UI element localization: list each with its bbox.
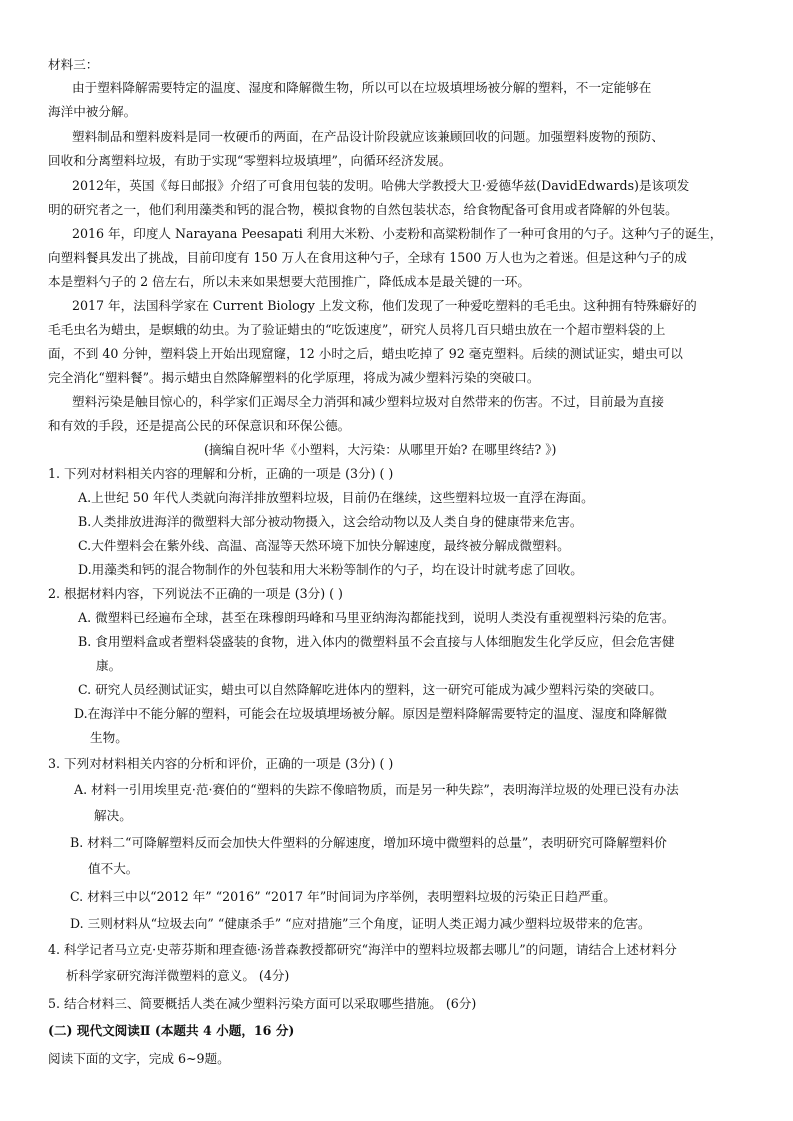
paragraph-line: 2012年，英国《每日邮报》介绍了可食用包装的发明。哈佛大学教授大卫·爱德华兹(DavidEdwards)是该项发 — [72, 178, 690, 193]
q2-option-a: A. 微塑料已经遍布全球，甚至在珠穆朗玛峰和马里亚纳海沟都能找到，说明人类没有重视塑料污染的危害。 — [78, 610, 675, 625]
paragraph-line: 塑料污染是触目惊心的，科学家们正竭尽全力消弭和减少塑料垃圾对自然带来的伤害。不过，目前最为直接 — [72, 394, 664, 409]
section-heading: (二) 现代文阅读Ⅱ (本题共 4 小题，16 分) — [48, 1023, 295, 1038]
question-2: 2. 根据材料内容，下列说法不正确的一项是 (3分) ( ) — [48, 586, 343, 601]
q2-option-b-cont: 康。 — [96, 658, 122, 673]
paragraph-line: 面，不到 40 分钟，塑料袋上开始出现窟窿，12 小时之后，蜡虫吃掉了 92 毫克塑料。后续的测试证实，蜡虫可以 — [48, 346, 683, 361]
question-3: 3. 下列对材料相关内容的分析和评价，正确的一项是 (3分) ( ) — [48, 756, 394, 771]
q2-option-b: B. 食用塑料盒或者塑料袋盛装的食物，进入体内的微塑料虽不会直接与人体细胞发生化学反应，但会危害健 — [78, 634, 675, 649]
paragraph-line: 本是塑料勺子的 2 倍左右，所以未来如果想要大范围推广，降低成本是最关键的一环。 — [48, 274, 530, 289]
q3-option-a: A. 材料一引用埃里克·范·赛伯的“塑料的失踪不像暗物质，而是另一种失踪”，表明海洋垃圾的处理已没有办法 — [74, 782, 679, 797]
q3-option-b: B. 材料二“可降解塑料反而会加快大件塑料的分解速度，增加环境中微塑料的总量”，表明研究可降解塑料价 — [70, 835, 667, 850]
paragraph-line: 完全消化“塑料餐”。揭示蜡虫自然降解塑料的化学原理，将成为减少塑料污染的突破口。 — [48, 370, 540, 385]
material-title: 材料三： — [48, 57, 99, 72]
q2-option-d: D.在海洋中不能分解的塑料，可能会在垃圾填埋场被分解。原因是塑料降解需要特定的温度、湿度和降解微 — [74, 706, 667, 721]
q1-option-d: D.用藻类和钙的混合物制作的外包装和用大米粉等制作的勺子，均在设计时就考虑了回收。 — [78, 562, 583, 577]
source-citation: (摘编自祝叶华《小塑料，大污染：从哪里开始? 在哪里终结? 》) — [204, 442, 557, 457]
q3-option-b-cont: 值不大。 — [88, 861, 139, 876]
paragraph-line: 明的研究者之一，他们利用藻类和钙的混合物，模拟食物的自然包装状态，给食物配备可食用或者降解的外包装。 — [48, 202, 678, 217]
paragraph-line: 和有效的手段，还是提高公民的环保意识和环保公德。 — [48, 418, 351, 433]
q1-option-a: A.上世纪 50 年代人类就向海洋排放塑料垃圾，目前仍在继续，这些塑料垃圾一直浮在海面。 — [78, 490, 594, 505]
paragraph-line: 海洋中被分解。 — [48, 104, 137, 119]
paragraph-line: 回收和分离塑料垃圾，有助于实现“零塑料垃圾填埋”，向循环经济发展。 — [48, 153, 452, 168]
q3-option-c: C. 材料三中以“2012 年” “2016” “2017 年”时间词为序举例，表明塑料垃圾的污染正日趋严重。 — [70, 889, 616, 904]
q3-option-d: D. 三则材料从“垃圾去向” “健康杀手” “应对措施”三个角度，证明人类正竭力减少塑料垃圾带来的危害。 — [70, 916, 651, 931]
question-1: 1. 下列对材料相关内容的理解和分析，正确的一项是 (3分) ( ) — [48, 466, 394, 481]
paragraph-line: 毛毛虫名为蜡虫，是螟蛾的幼虫。为了验证蜡虫的“吃饭速度”，研究人员将几百只蜡虫放在一个超市塑料袋的上 — [48, 322, 666, 337]
question-4-cont: 析科学家研究海洋微塑料的意义。 (4分) — [66, 968, 290, 983]
question-5: 5. 结合材料三、简要概括人类在减少塑料污染方面可以采取哪些措施。 (6分) — [48, 996, 477, 1011]
paragraph-line: 向塑料餐具发出了挑战，目前印度有 150 万人在食用这种勺子，全球有 1500 万人也为之着迷。但是这种勺子的成 — [48, 250, 687, 265]
q1-option-c: C.大件塑料会在紫外线、高温、高湿等天然环境下加快分解速度，最终被分解成微塑料。 — [78, 538, 570, 553]
paragraph-line: 2017 年，法国科学家在 Current Biology 上发文称，他们发现了一种爱吃塑料的毛毛虫。这种拥有特殊癖好的 — [72, 298, 697, 313]
reading-instruction: 阅读下面的文字，完成 6~9题。 — [48, 1051, 230, 1066]
paragraph-line: 由于塑料降解需要特定的温度、湿度和降解微生物，所以可以在垃圾填埋场被分解的塑料，不一定能够在 — [72, 80, 652, 95]
q2-option-d-cont: 生物。 — [90, 730, 128, 745]
paragraph-line: 2016 年，印度人 Narayana Peesapati 利用大米粉、小麦粉和高粱粉制作了一种可食用的勺子。这种勺子的诞生， — [72, 226, 723, 241]
paragraph-line: 塑料制品和塑料废料是同一枚硬币的两面，在产品设计阶段就应该兼顾回收的问题。加强塑料废物的预防、 — [72, 129, 664, 144]
q2-option-c: C. 研究人员经测试证实，蜡虫可以自然降解吃进体内的塑料，这一研究可能成为减少塑料污染的突破口。 — [78, 682, 662, 697]
q3-option-a-cont: 解决。 — [94, 808, 132, 823]
question-4: 4. 科学记者马立克·史蒂芬斯和理查德·汤普森教授都研究“海洋中的塑料垃圾都去哪儿”的问题，请结合上述材料分 — [48, 942, 677, 957]
q1-option-b: B.人类排放进海洋的微塑料大部分被动物摄入，这会给动物以及人类自身的健康带来危害。 — [78, 514, 583, 529]
